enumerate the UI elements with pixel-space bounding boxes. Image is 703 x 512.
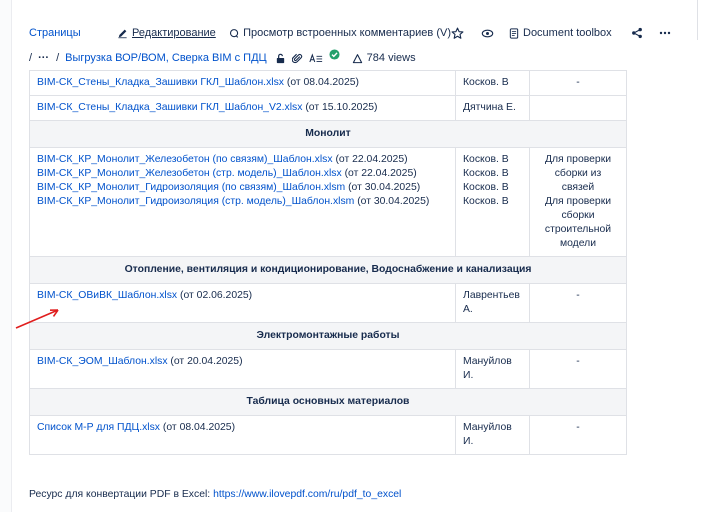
- person-name: Косков. В: [463, 196, 509, 207]
- file-cell: [30, 148, 456, 257]
- person-cell: Косков. В: [456, 71, 530, 96]
- person-name: Мануйлов: [463, 422, 512, 433]
- file-date: (от 22.04.2025): [335, 154, 408, 165]
- table-row: [30, 350, 627, 389]
- document-toolbox-label: Document toolbox: [523, 27, 612, 39]
- person-name: Мануйлов: [463, 356, 512, 367]
- person-name: Лаврентьев: [463, 290, 520, 301]
- pdf-converter-note: [29, 489, 401, 500]
- section-header-monolit: Монолит: [30, 121, 627, 148]
- attachment-icon[interactable]: [292, 53, 303, 64]
- file-cell: [30, 350, 456, 389]
- file-date: (от 08.04.2025): [162, 422, 236, 433]
- edit-label: Редактирование: [132, 27, 216, 39]
- file-cell: [30, 96, 456, 121]
- file-cell: [30, 284, 456, 323]
- breadcrumb-separator: /: [56, 52, 60, 64]
- note-line: строительной: [544, 224, 612, 235]
- file-link[interactable]: BIM-СК_КР_Монолит_Железобетон (по связям)_Шаблон.xlsx: [37, 154, 333, 165]
- note-cell: -: [530, 416, 627, 455]
- analytics-icon: [352, 53, 363, 64]
- section-header-materials: Таблица основных материалов: [30, 389, 627, 416]
- watch-button[interactable]: [481, 27, 509, 40]
- view-comments-button[interactable]: [229, 27, 451, 39]
- person-cell: [456, 148, 530, 257]
- person-initial: И.: [463, 436, 474, 447]
- unlock-icon[interactable]: [275, 53, 286, 64]
- file-link[interactable]: BIM-СК_Стены_Кладка_Зашивки ГКЛ_Шаблон_V2.xlsx: [37, 102, 303, 113]
- note-line: модели: [559, 238, 597, 249]
- person-name: Косков. В: [463, 168, 509, 179]
- section-header-eom: Электромонтажные работы: [30, 323, 627, 350]
- table-row: [30, 96, 627, 121]
- note-line: сборки: [561, 210, 595, 221]
- breadcrumb-separator: /: [29, 52, 33, 64]
- file-link[interactable]: BIM-СК_ЭОМ_Шаблон.xlsx: [37, 356, 168, 367]
- person-cell: [456, 350, 530, 389]
- file-date: (от 22.04.2025): [344, 168, 417, 179]
- person-name: Косков. В: [463, 182, 509, 193]
- pages-link[interactable]: Страницы: [29, 27, 81, 39]
- text-format-icon[interactable]: [309, 53, 323, 64]
- note-cell: -: [530, 71, 627, 96]
- breadcrumb-page-link[interactable]: Выгрузка ВОР/ВОМ, Сверка BIM с ПДЦ: [65, 52, 267, 64]
- page-toolbar: [29, 22, 695, 44]
- file-date: (от 08.04.2025): [286, 77, 359, 88]
- templates-table: [29, 70, 627, 455]
- star-icon: [451, 27, 464, 40]
- right-panel-edge: [697, 0, 703, 40]
- table-row: [30, 416, 627, 455]
- file-date: (от 15.10.2025): [305, 102, 378, 113]
- person-cell: Дятчина Е.: [456, 96, 530, 121]
- verified-check-icon: [329, 49, 340, 60]
- edit-button[interactable]: [117, 27, 229, 39]
- person-cell: [456, 284, 530, 323]
- more-actions-button[interactable]: [659, 31, 679, 35]
- note-cell: [530, 96, 627, 121]
- note-line: Для проверки: [544, 196, 612, 207]
- section-row: [30, 257, 627, 284]
- file-date: (от 20.04.2025): [170, 356, 243, 367]
- eye-icon: [481, 27, 494, 40]
- share-icon: [631, 27, 643, 39]
- section-row: [30, 121, 627, 148]
- left-sidebar-rail: [0, 0, 12, 512]
- file-link[interactable]: BIM-СК_КР_Монолит_Железобетон (стр. модель)_Шаблон.xlsx: [37, 168, 342, 179]
- share-button[interactable]: [631, 27, 659, 39]
- annotation-arrow-icon: [12, 306, 64, 332]
- person-initial: И.: [463, 370, 474, 381]
- file-date: (от 30.04.2025): [348, 182, 421, 193]
- note-cell: -: [530, 284, 627, 323]
- breadcrumb-ellipsis[interactable]: ···: [38, 52, 50, 64]
- note-cell: [530, 148, 627, 257]
- comment-icon: [229, 28, 239, 39]
- breadcrumb: [29, 48, 416, 68]
- section-row: [30, 389, 627, 416]
- note-line: сборки из: [554, 168, 602, 179]
- table-row: [30, 71, 627, 96]
- star-button[interactable]: [451, 27, 481, 40]
- person-initial: А.: [463, 304, 473, 315]
- file-date: (от 02.06.2025): [180, 290, 253, 301]
- table-row: [30, 284, 627, 323]
- footer-text: Ресурс для конвертации PDF в Excel:: [29, 489, 211, 500]
- more-icon: [659, 31, 671, 35]
- file-link[interactable]: BIM-СК_Стены_Кладка_Зашивки ГКЛ_Шаблон.xlsx: [37, 77, 284, 88]
- section-header-ovik: Отопление, вентиляция и кондиционирование, Водоснабжение и канализация: [30, 257, 627, 284]
- document-icon: [509, 28, 519, 39]
- person-cell: [456, 416, 530, 455]
- note-line: связей: [561, 182, 595, 193]
- file-cell: [30, 416, 456, 455]
- pdf-converter-link[interactable]: https://www.ilovepdf.com/ru/pdf_to_excel: [213, 489, 402, 500]
- file-link[interactable]: BIM-СК_ОВиВК_Шаблон.xlsx: [37, 290, 178, 301]
- pencil-icon: [117, 28, 128, 39]
- section-row: [30, 323, 627, 350]
- note-cell: -: [530, 350, 627, 389]
- view-comments-label: Просмотр встроенных комментариев (V): [243, 27, 451, 39]
- file-date: (от 30.04.2025): [357, 196, 430, 207]
- note-line: Для проверки: [544, 154, 612, 165]
- person-name: Косков. В: [463, 154, 509, 165]
- file-link[interactable]: BIM-СК_КР_Монолит_Гидроизоляция (стр. модель)_Шаблон.xlsm: [37, 196, 355, 207]
- views-count: 784 views: [366, 52, 416, 64]
- file-link[interactable]: BIM-СК_КР_Монолит_Гидроизоляция (по связям)_Шаблон.xlsm: [37, 182, 346, 193]
- file-link[interactable]: Список М-Р для ПДЦ.xlsx: [37, 422, 161, 433]
- document-toolbox-button[interactable]: [509, 27, 631, 39]
- table-row: [30, 148, 627, 257]
- file-cell: [30, 71, 456, 96]
